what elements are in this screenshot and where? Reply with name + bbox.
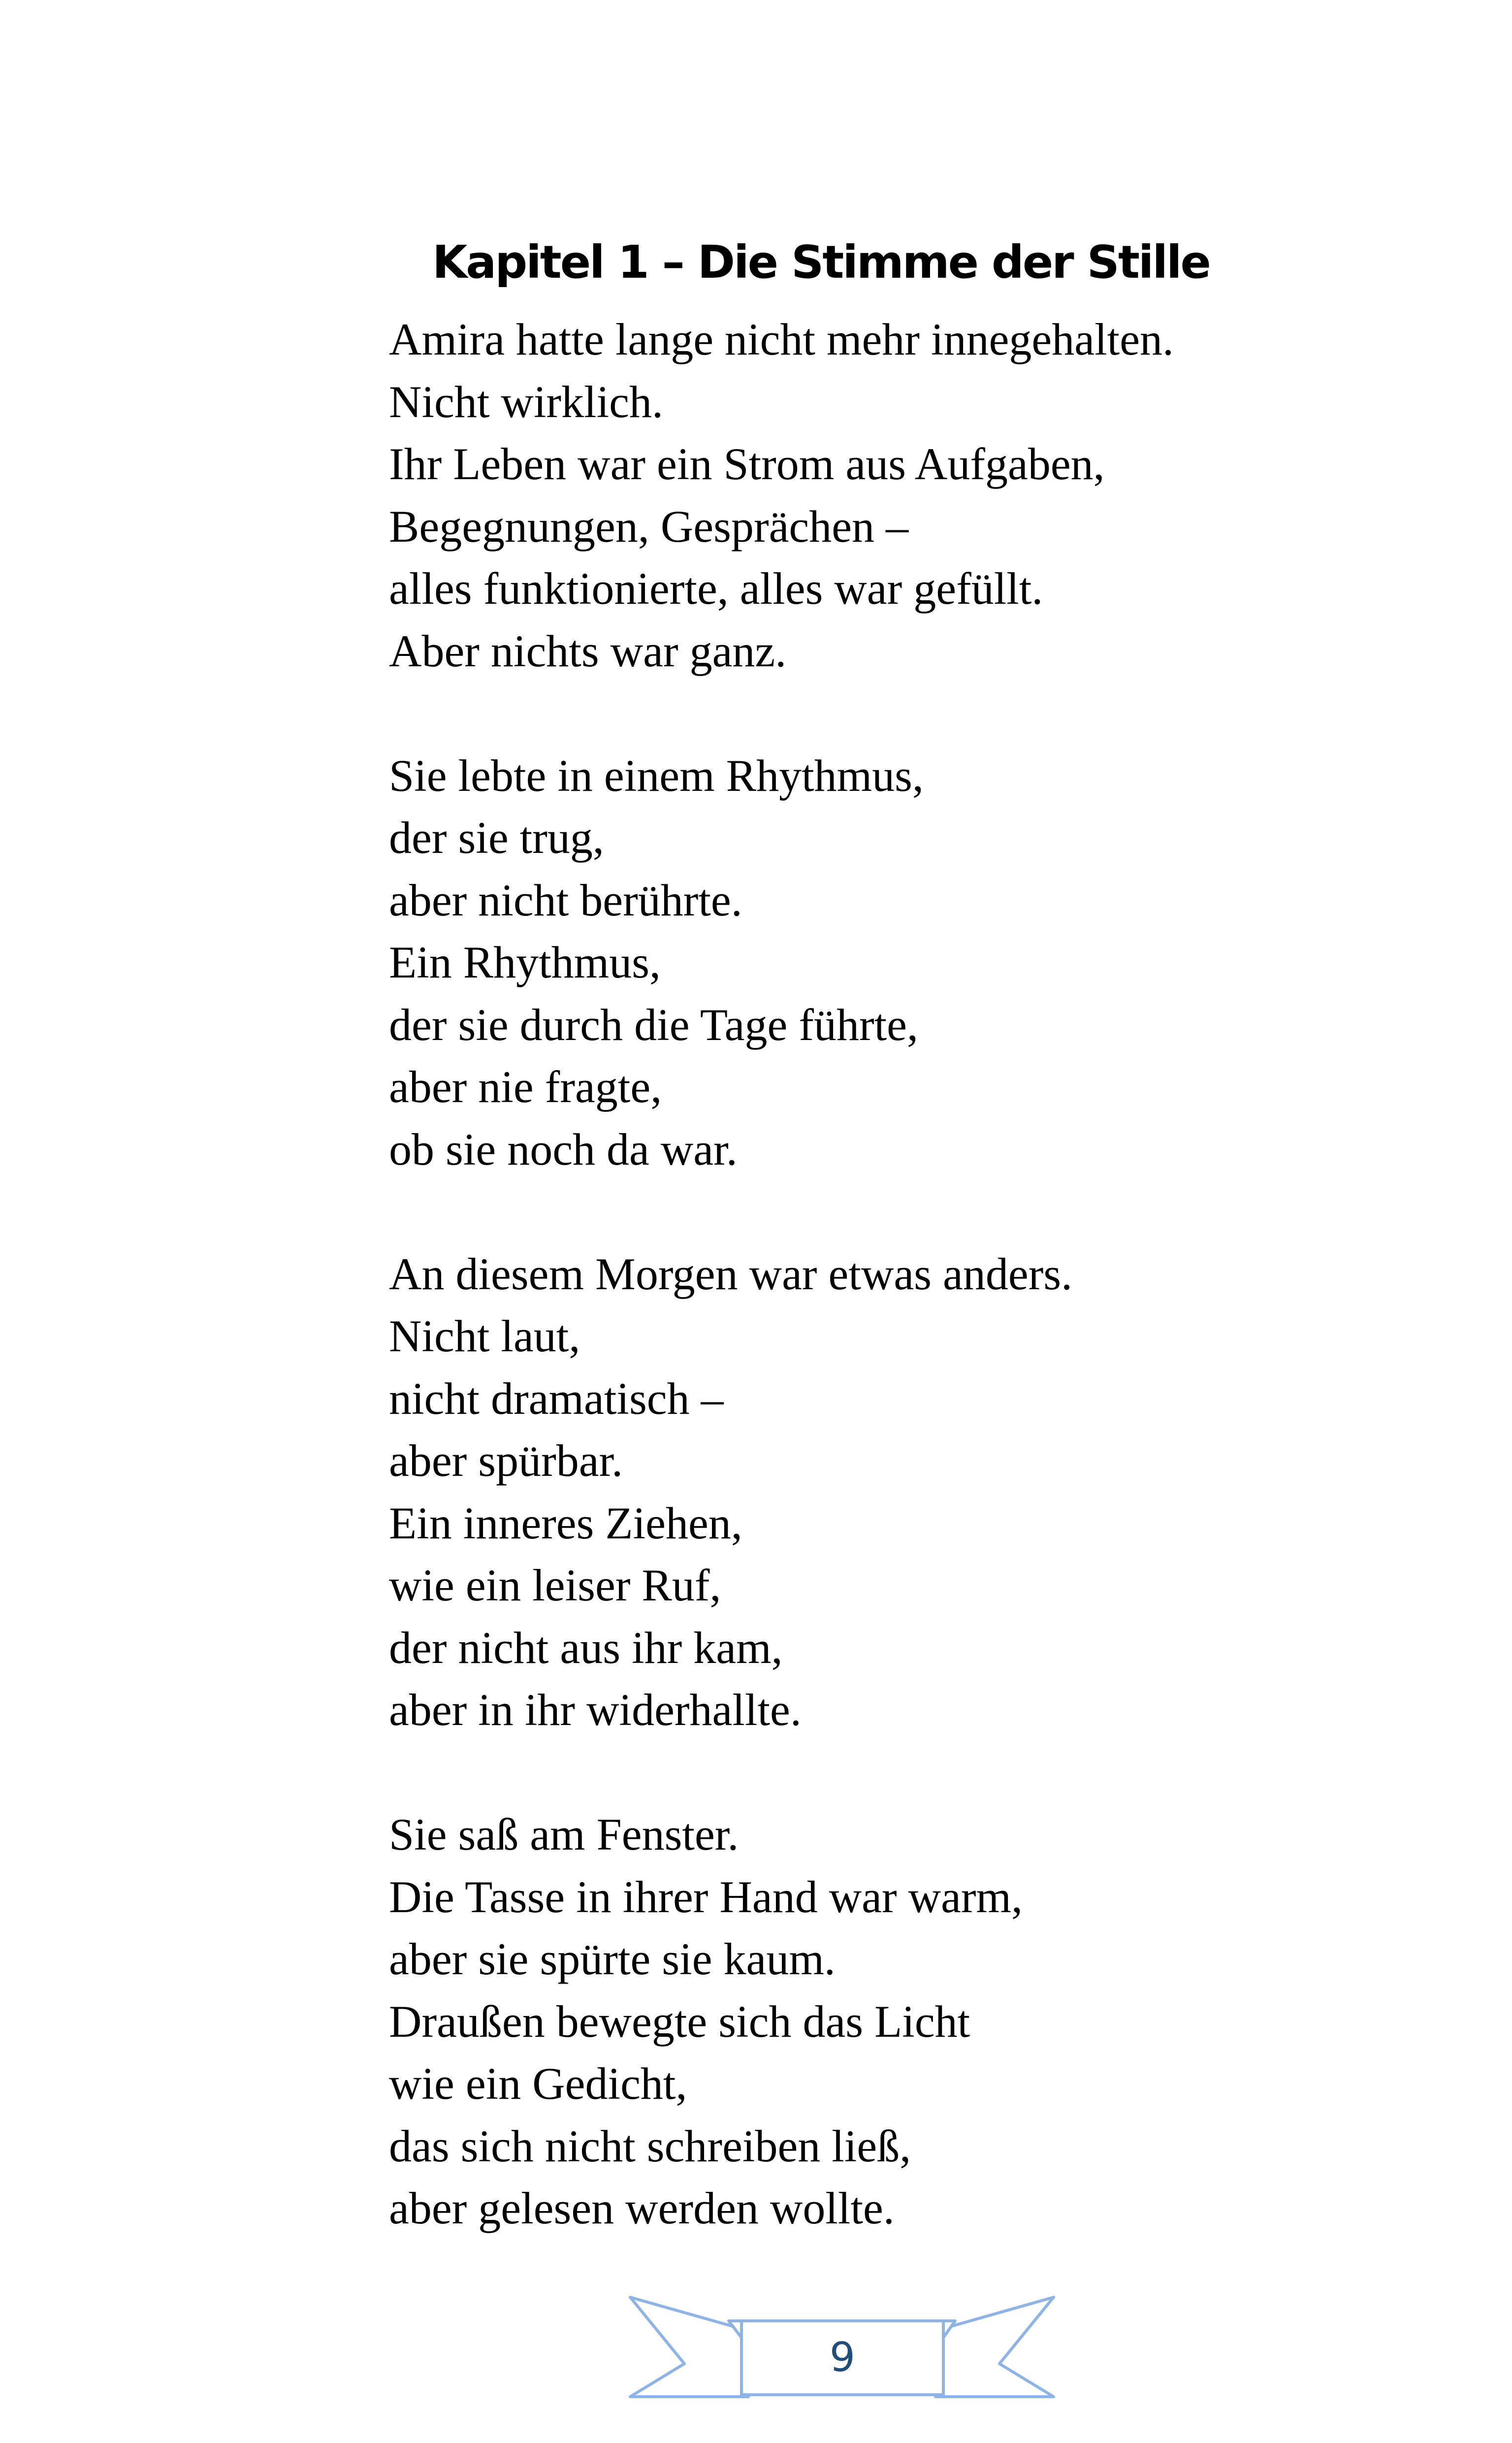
poem-line: Nicht wirklich. — [389, 376, 663, 427]
poem-line: das sich nicht schreiben ließ, — [389, 2120, 911, 2171]
poem-line: aber gelesen werden wollte. — [389, 2183, 895, 2233]
poem-line: der nicht aus ihr kam, — [389, 1622, 783, 1673]
poem-line: Aber nichts war ganz. — [389, 625, 787, 676]
poem-line: Ein inneres Ziehen, — [389, 1498, 742, 1548]
poem-line: Amira hatte lange nicht mehr innegehalten. — [389, 314, 1174, 364]
page-number-banner — [625, 2292, 1059, 2420]
poem-line: nicht dramatisch – — [389, 1373, 724, 1424]
stanza-1 — [389, 308, 1374, 682]
poem-line: aber sie spürte sie kaum. — [389, 1934, 836, 1984]
stanza-2 — [389, 745, 1374, 1181]
poem-line: aber spürbar. — [389, 1435, 623, 1486]
poem-line: Ein Rhythmus, — [389, 937, 661, 987]
poem-line: Sie lebte in einem Rhythmus, — [389, 750, 924, 801]
poem-body — [389, 308, 1374, 2240]
poem-line: aber nicht berührte. — [389, 875, 742, 925]
poem-line: Nicht laut, — [389, 1311, 580, 1361]
chapter-title: Kapitel 1 – Die Stimme der Stille — [432, 236, 1210, 289]
poem-line: Begegnungen, Gesprächen – — [389, 501, 909, 552]
poem-line: der sie durch die Tage führte, — [389, 999, 918, 1050]
stanza-4 — [389, 1803, 1374, 2240]
poem-line: wie ein leiser Ruf, — [389, 1560, 721, 1610]
poem-line: der sie trug, — [389, 813, 604, 863]
poem-line: Die Tasse in ihrer Hand war warm, — [389, 1871, 1023, 1922]
poem-line: aber in ihr widerhallte. — [389, 1685, 802, 1735]
poem-line: aber nie fragte, — [389, 1062, 662, 1112]
poem-line: Sie saß am Fenster. — [389, 1809, 739, 1859]
poem-line: ob sie noch da war. — [389, 1124, 738, 1174]
ribbon-left-tail — [630, 2297, 748, 2397]
poem-line: alles funktionierte, alles war gefüllt. — [389, 563, 1043, 614]
poem-line: wie ein Gedicht, — [389, 2058, 687, 2109]
poem-line: Draußen bewegte sich das Licht — [389, 1996, 970, 2047]
poem-line: Ihr Leben war ein Strom aus Aufgaben, — [389, 439, 1105, 489]
stanza-3 — [389, 1243, 1374, 1741]
poem-line: An diesem Morgen war etwas anders. — [389, 1248, 1073, 1299]
page-number: 9 — [829, 2334, 856, 2381]
ribbon-right-tail — [935, 2297, 1054, 2397]
